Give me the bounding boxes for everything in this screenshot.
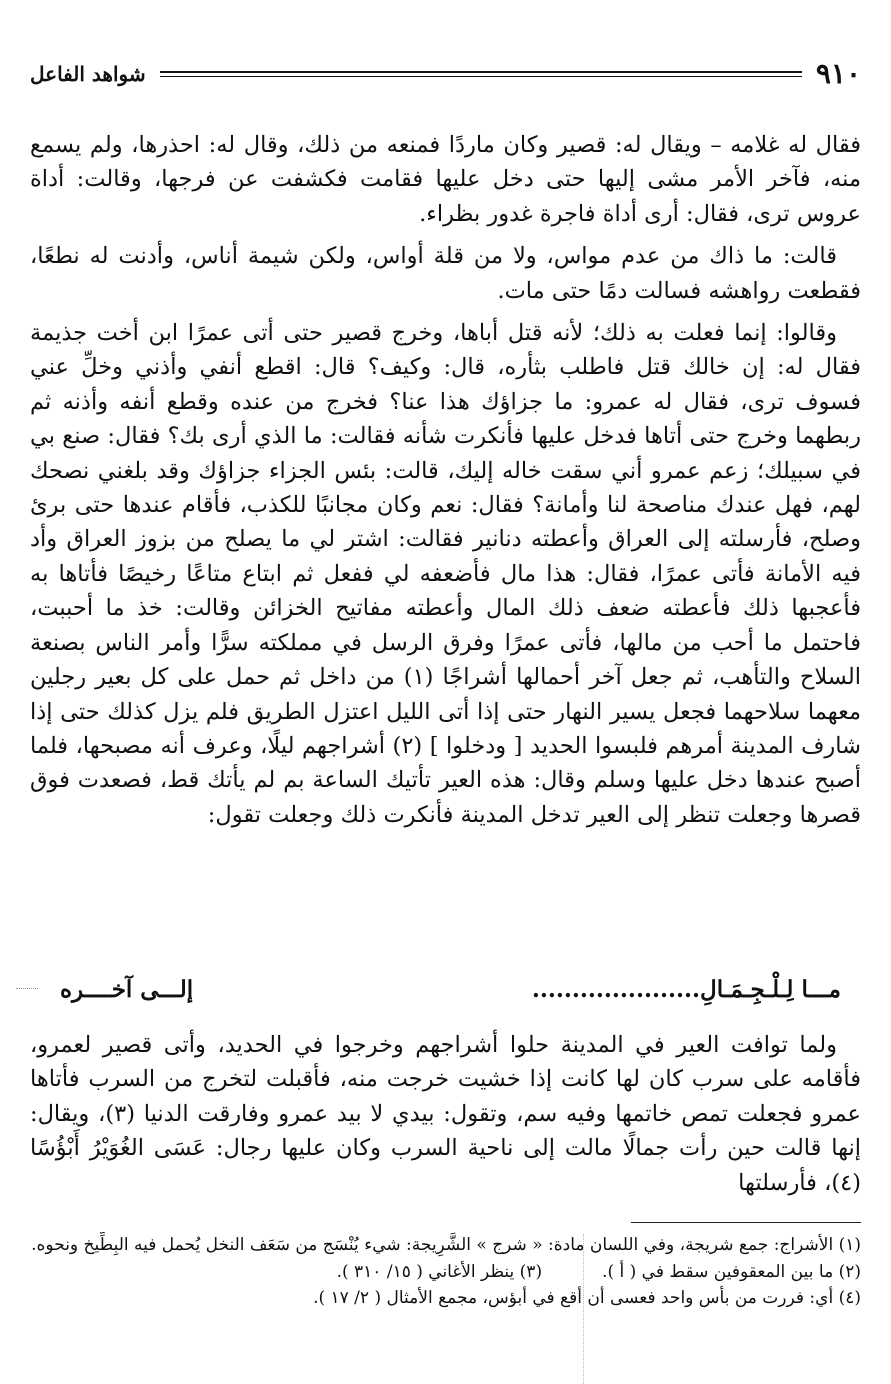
footnote-4: (٤) أي: فررت من بأس واحد فعسى أن أقع في أبؤس، مجمع الأمثال ( ٢/ ١٧ ). bbox=[313, 1288, 861, 1308]
footnote-separator bbox=[631, 1222, 861, 1223]
paragraph-3: وقالوا: إنما فعلت به ذلك؛ لأنه قتل أباها، وخرج قصير حتى أتى عمرًا ابن أخت جذيمة فقال له: إن خالك قتل فاطلب بثأره، قال: وكيف؟ قال: اقطع أنفي وأذني وخلِّ عني فسوف ترى، فقال له عمرو: ما جزاؤك هذا عنا؟ فخرج من عنده وقطع أنفه وأذنه ثم ربطهما وخرج حتى أتاها فدخل عليها فأنكرت شأنه فقالت: ما الذي أرى بك؟ فقال: صنع بي في سبيلك؛ زعم عمرو أني سقت خاله إليك، قالت: بئس الجزاء جزاؤك وقد بلغني نصحك لهم، فهل عندك مناصحة لنا وأمانة؟ فقال: نعم وكان مجانبًا للكذب، فأقام عندها حتى برئ وصلح، فأرسلته إلى العراق وأعطته دنانير فقالت: اشتر لي ما يصلح من بزوز العراق وأد فيه الأمانة فأتى عمرًا، فقال: هذا مال فأضعفه لي ففعل ثم ابتاع متاعًا رخيصًا فأتاها به فأعجبها ذلك فأعطته ضعف ذلك المال وأعطته مفاتيح الخزائن وقالت: خذ ما أحببت، فاحتمل ما أحب من مالها، فأتى عمرًا وفرق الرسل في مملكته سرًّا وأمر الناس بصنعة السلاح والتأهب، ثم جعل آخر أحمالها أشراجًا (١) من داخل ثم حمل على كل بعير رجلين معهما سلاحهما فجعل يسير النهار حتى إذا أتى الليل اعتزل الطريق فلم يزل كذلك حتى إذا شارف المدينة أمرهم فلبسوا الحديد [ ودخلوا ] (٢) أشراجهم ليلًا، وعرف أنه مصبحها، فلما أصبح عندها دخل عليها وسلم وقال: هذه العير تأتيك الساعة بم لم يأتك قط، فصعدت فوق قصرها وجعلت تنظر إلى العير تدخل المدينة فأنكرت ذلك وجعلت تقول: bbox=[30, 320, 861, 828]
page-number: ٩١٠ bbox=[815, 57, 861, 90]
paragraph-2: قالت: ما ذاك من عدم مواس، ولا من قلة أواس، ولكن شيمة أناس، وأدنت له نطعًا، فقطعت رواهشه فسالت دمًا حتى مات. bbox=[30, 243, 861, 304]
paragraph-4: ولما توافت العير في المدينة حلوا أشراجهم وخرجوا في الحديد، وأتى قصير لعمرو، فأقامه على سرب كان لها كانت إذا خشيت خرجت منه، فأقبلت لتخرج من السرب فأتاها عمرو فجعلت تمص خاتمها وفيه سم، وتقول: بيدي لا بيد عمرو وفارقت الدنيا (٣)، ويقال: إنها قالت حين رأت جمالًا مالت إلى ناحية السرب وكان عليها رجال: عَسَى الغُوَيْرُ أَبْؤُسًا (٤)، فأرسلتها bbox=[30, 1032, 861, 1196]
footnote-2: (٢) ما بين المعقوفين سقط في ( أ ). bbox=[602, 1261, 861, 1282]
margin-dots bbox=[16, 988, 38, 989]
continuation-text bbox=[30, 1028, 861, 1200]
paragraph-1: فقال له غلامه – ويقال له: قصير وكان ماردًا فمنعه من ذلك، وقال له: احذرها، ولم يسمع منه، فآخر الأمر مشى إليها حتى دخل عليها فقامت فكشفت عن فرجها، وقالت: أداة عروس ترى، فقال: أرى أداة فاجرة غدور بظراء. bbox=[30, 132, 861, 227]
running-title: شواهد الفاعل bbox=[30, 62, 146, 86]
main-text bbox=[30, 128, 861, 840]
footnotes bbox=[30, 1232, 861, 1312]
footnote-3: (٣) ينظر الأغاني ( ١٥/ ٣١٠ ). bbox=[336, 1261, 543, 1282]
page-header bbox=[30, 57, 861, 90]
scan-fold-line bbox=[583, 1234, 584, 1384]
poem-verse bbox=[60, 976, 841, 1010]
header-rule bbox=[160, 71, 802, 77]
poem-hemistich-first: مـــا لِـلْـجِـمَـالِ..................... bbox=[531, 976, 841, 1003]
footnote-row bbox=[30, 1259, 861, 1286]
poem-hemistich-second: إلـــى آخــــره bbox=[60, 976, 194, 1003]
footnote-1: (١) الأشراج: جمع شريجة، وفي اللسان مادة: « شرج » الشَّرِيجة: شيء يُنْسَج من سَعَف النخل يُحمل فيه البِطِّيخ ونحوه. bbox=[31, 1235, 861, 1255]
